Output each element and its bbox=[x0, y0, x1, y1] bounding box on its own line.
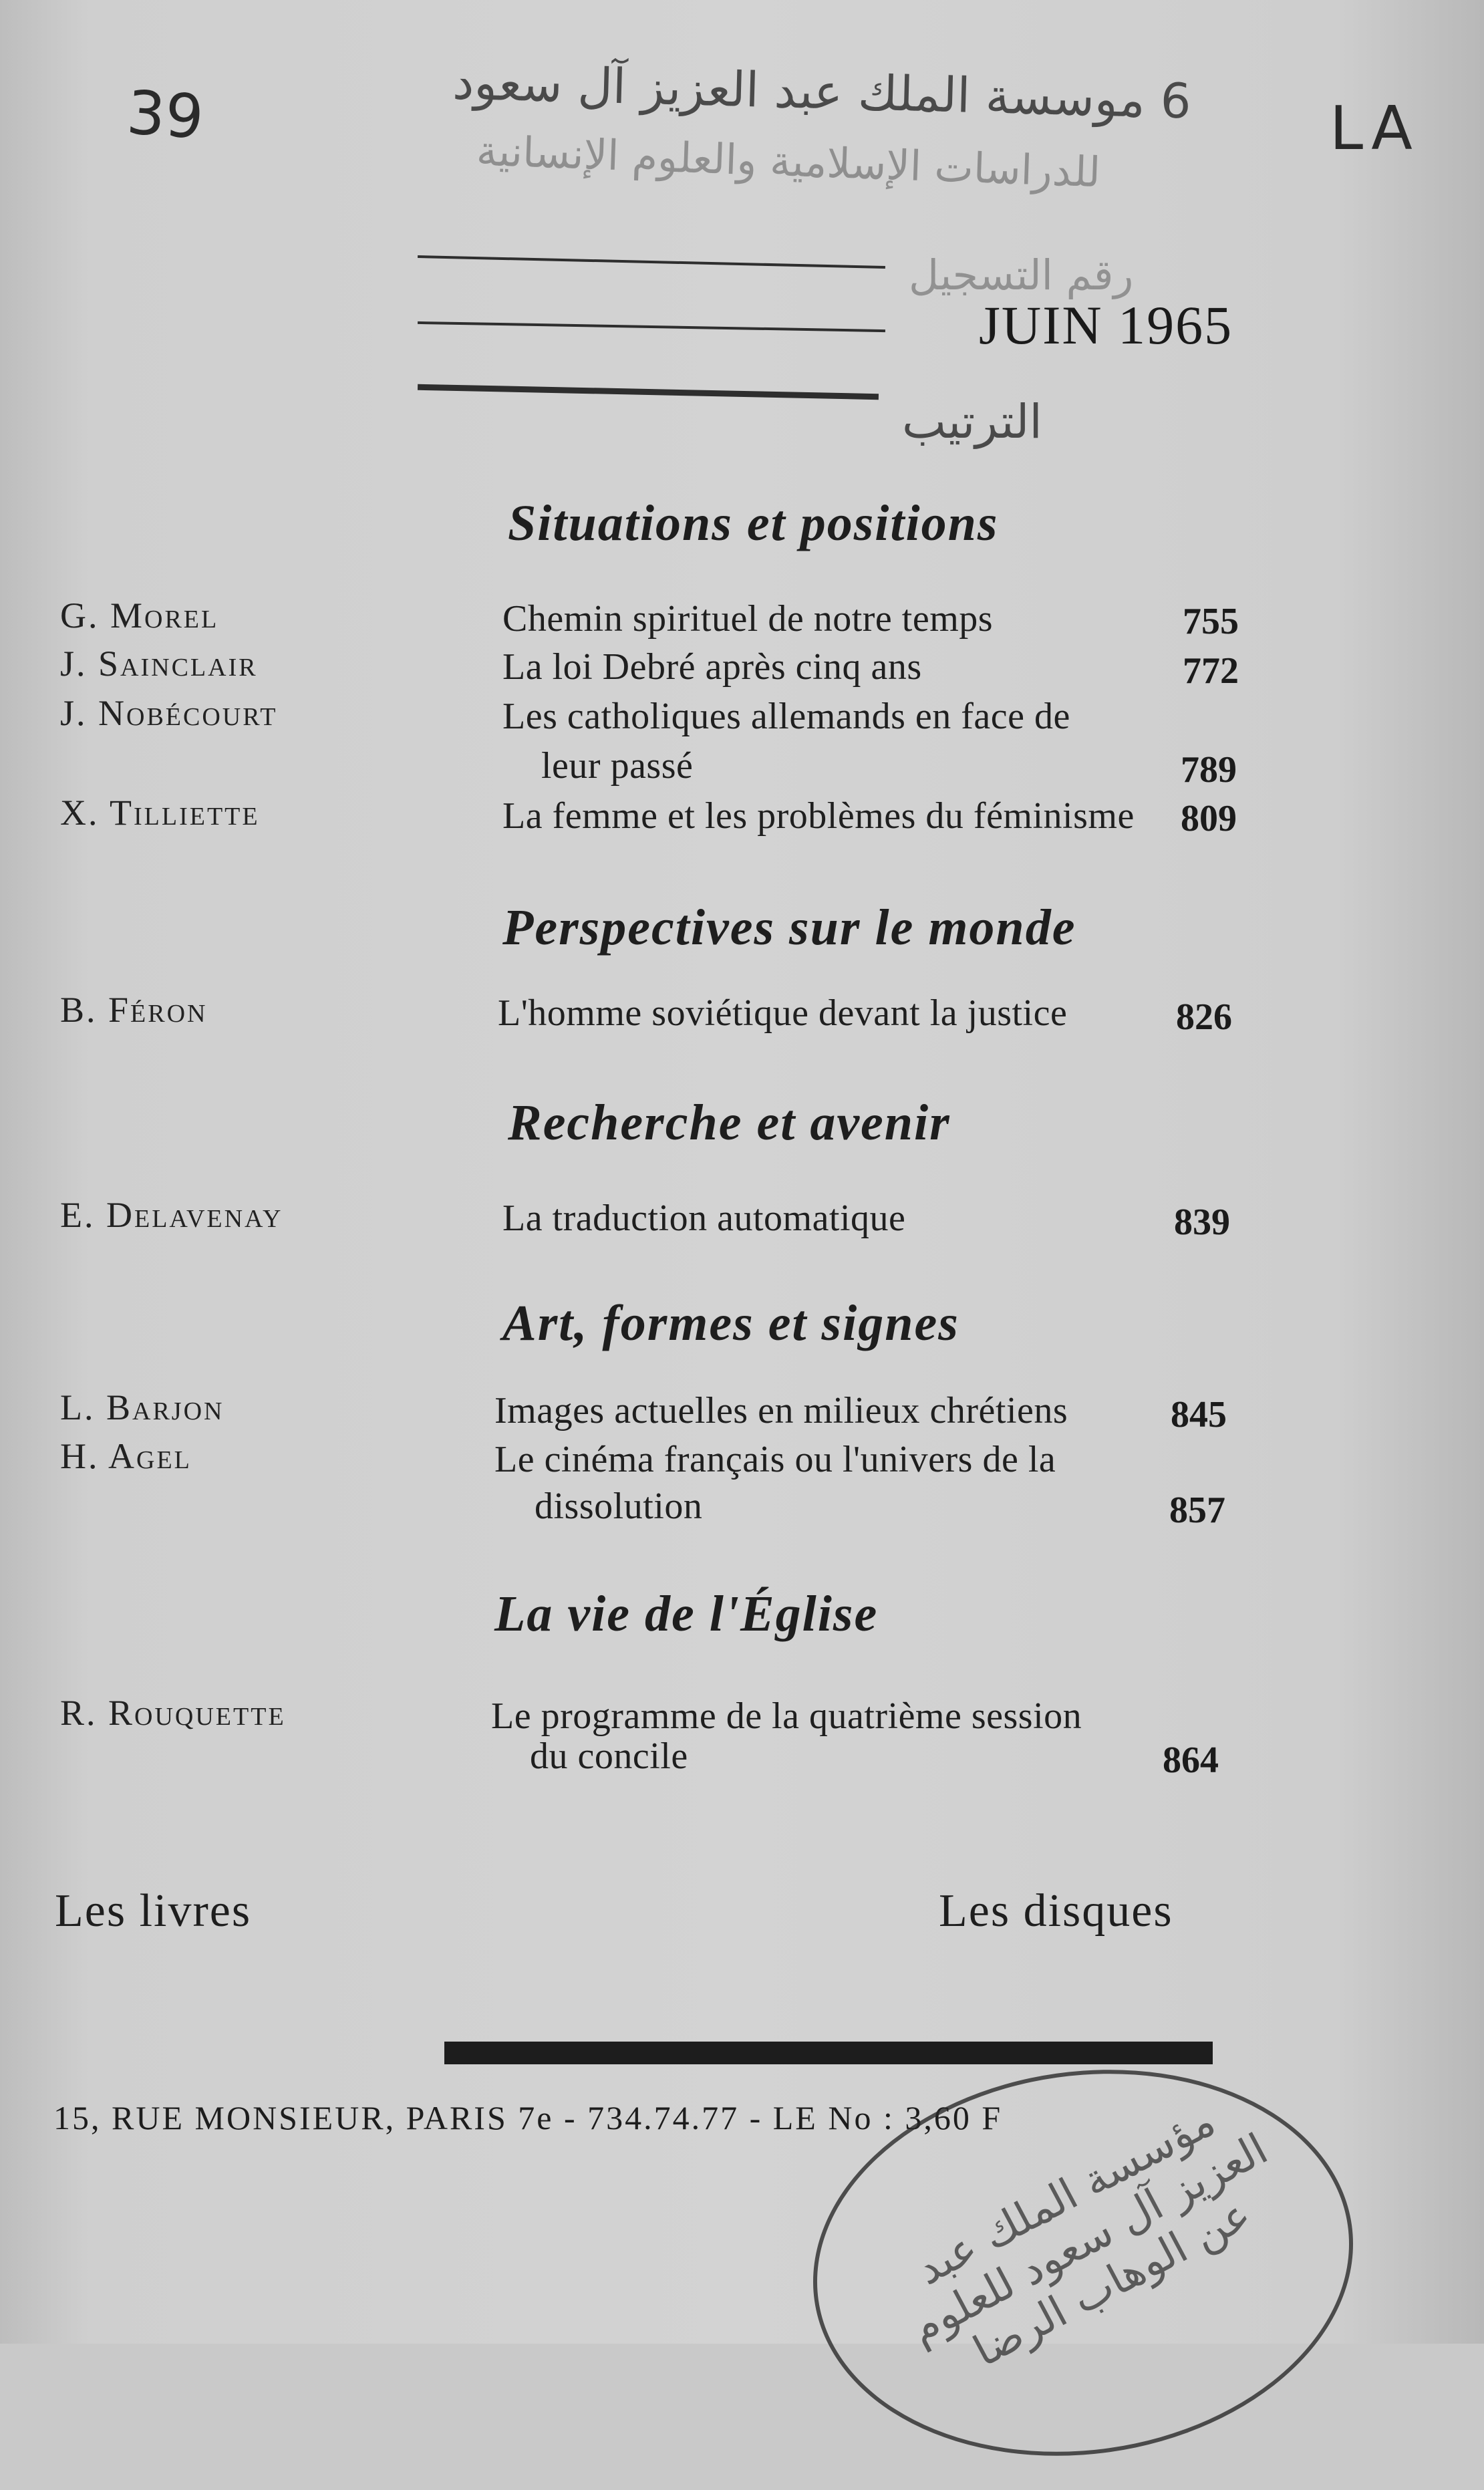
author-rouquette: R. Rouquette bbox=[60, 1693, 286, 1733]
author-sainclair: J. Sainclair bbox=[60, 644, 258, 684]
handwritten-mark-right: LA bbox=[1330, 94, 1419, 164]
handwritten-number-left: 39 bbox=[124, 78, 206, 153]
library-stamp-heading: 6 موسسة الملك عبد العزيز آل سعود bbox=[452, 53, 1192, 130]
page-number-barjon: 845 bbox=[1171, 1394, 1227, 1435]
stamp-field-line-3 bbox=[418, 384, 879, 400]
page-number-agel: 857 bbox=[1169, 1490, 1225, 1531]
footer-rule-bar bbox=[444, 2042, 1213, 2064]
author-tilliette: X. Tilliette bbox=[60, 793, 260, 833]
entry-title-barjon: Images actuelles en milieux chrétiens bbox=[494, 1390, 1068, 1431]
entry-title-rouquette-line2: du concile bbox=[530, 1736, 688, 1777]
author-agel: H. Agel bbox=[60, 1436, 192, 1476]
entry-title-nobecourt-line1: Les catholiques allemands en face de bbox=[502, 696, 1070, 737]
section-title-perspectives: Perspectives sur le monde bbox=[502, 900, 1076, 956]
publisher-address: 15, RUE MONSIEUR, PARIS 7e - 734.74.77 - LE No : 3,60 F bbox=[53, 2099, 1003, 2136]
page-number-sainclair: 772 bbox=[1183, 650, 1239, 692]
issue-date: JUIN 1965 bbox=[979, 295, 1233, 356]
author-barjon: L. Barjon bbox=[60, 1387, 225, 1427]
entry-title-morel: Chemin spirituel de notre temps bbox=[502, 598, 994, 640]
stamp-field-line-1 bbox=[418, 255, 885, 269]
author-feron: B. Féron bbox=[60, 990, 208, 1030]
entry-title-sainclair: La loi Debré après cinq ans bbox=[502, 646, 922, 688]
entry-title-feron: L'homme soviétique devant la justice bbox=[498, 992, 1068, 1034]
section-title-eglise: La vie de l'Église bbox=[494, 1586, 879, 1642]
page-number-rouquette: 864 bbox=[1163, 1740, 1219, 1781]
entry-title-agel-line1: Le cinéma français ou l'univers de la bbox=[494, 1439, 1056, 1480]
section-title-recherche: Recherche et avenir bbox=[508, 1095, 951, 1151]
entry-title-nobecourt-line2: leur passé bbox=[541, 745, 694, 787]
section-title-situations: Situations et positions bbox=[508, 495, 999, 551]
entry-title-agel-line2: dissolution bbox=[535, 1486, 703, 1527]
stamp-field-line-2 bbox=[418, 321, 885, 332]
page-number-tilliette: 809 bbox=[1181, 798, 1237, 839]
page-number-nobecourt: 789 bbox=[1181, 749, 1237, 791]
author-morel: G. Morel bbox=[60, 595, 219, 636]
stamp-field-label-registration: رقم التسجيل bbox=[909, 251, 1134, 299]
entry-title-tilliette: La femme et les problèmes du féminisme bbox=[502, 795, 1135, 837]
page-number-delavenay: 839 bbox=[1174, 1202, 1230, 1243]
library-round-stamp-text: مؤسسة الملك عبد العزيز آل سعود للعلوم عن الوهاب الرضا bbox=[902, 2096, 1276, 2377]
footer-heading-livres: Les livres bbox=[55, 1885, 252, 1937]
entry-title-delavenay: La traduction automatique bbox=[502, 1198, 906, 1239]
author-delavenay: E. Delavenay bbox=[60, 1195, 283, 1235]
page-number-feron: 826 bbox=[1176, 996, 1232, 1038]
page-number-morel: 755 bbox=[1183, 601, 1239, 642]
footer-heading-disques: Les disques bbox=[939, 1885, 1173, 1937]
author-nobecourt: J. Nobécourt bbox=[60, 693, 278, 733]
stamp-field-label-order: الترتيب bbox=[902, 394, 1042, 449]
library-stamp-subheading: للدراسات الإسلامية والعلوم الإنسانية bbox=[475, 126, 1102, 197]
entry-title-rouquette-line1: Le programme de la quatrième session bbox=[491, 1695, 1082, 1737]
section-title-art: Art, formes et signes bbox=[502, 1295, 959, 1351]
